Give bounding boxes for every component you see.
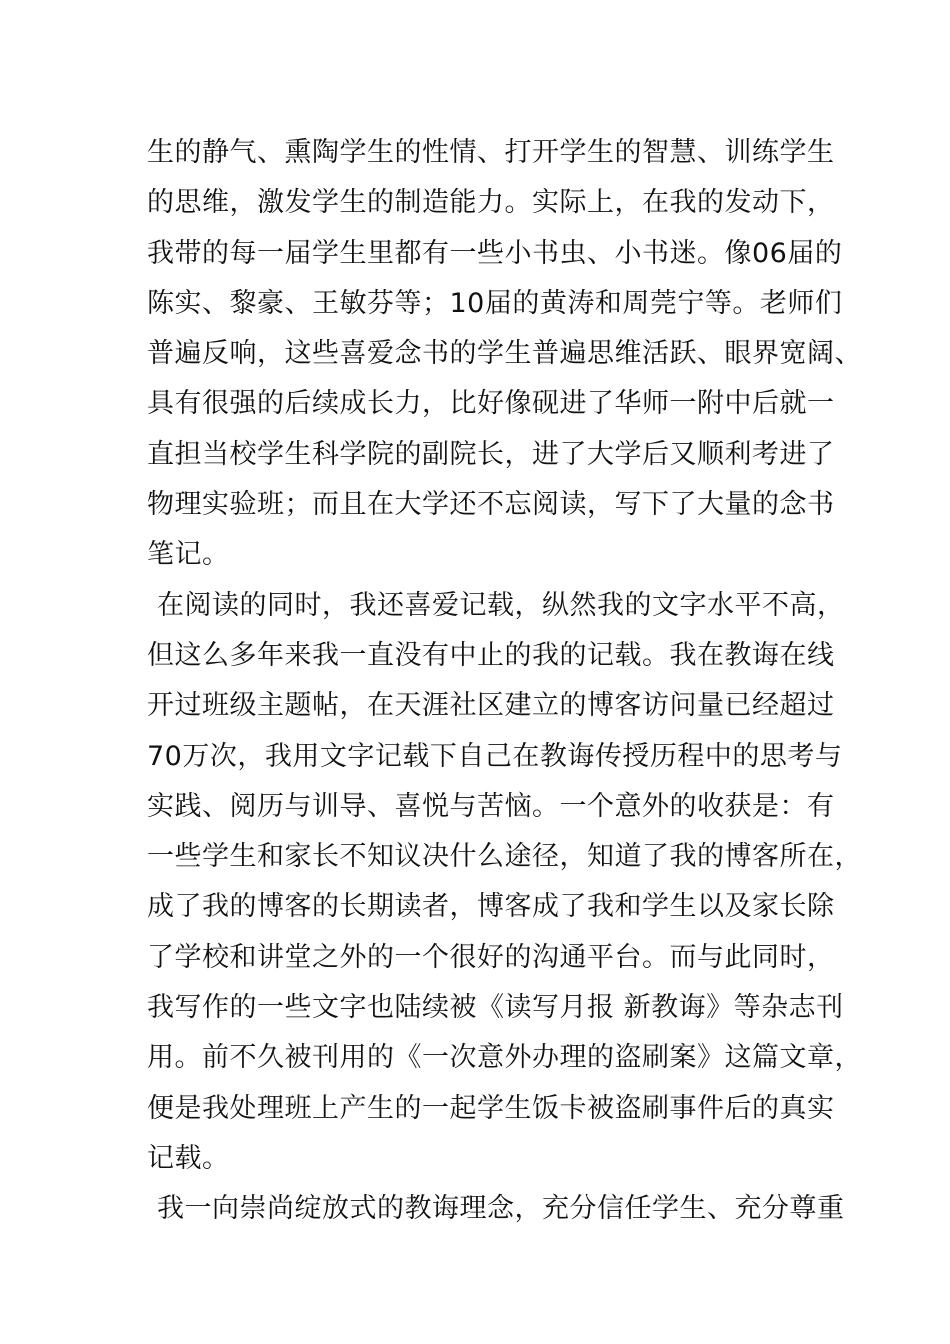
text-line: 我写作的一些文字也陆续被《读写月报 新教诲》等杂志刊 (147, 992, 844, 1024)
text-line: 开过班级主题帖，在天涯社区建立的博客访问量已经超过 (147, 690, 835, 722)
text-line: 了学校和讲堂之外的一个很好的沟通平台。而与此同时， (147, 941, 835, 973)
text-line: 我带的每一届学生里都有一些小书虫、小书迷。像06届的 (147, 237, 843, 269)
paragraph-start-line: 我一向崇尚绽放式的教诲理念，充分信任学生、充分尊重 (157, 1193, 845, 1225)
text-line: 一些学生和家长不知议决什么途径，知道了我的博客所在， (147, 841, 862, 873)
text-line: 70万次，我用文字记载下自己在教诲传授历程中的思考与 (147, 740, 843, 772)
text-line: 具有很强的后续成长力，比好像砚进了华师一附中后就一 (147, 388, 835, 420)
document-body (147, 128, 862, 1235)
text-line: 用。前不久被刊用的《一次意外办理的盗刷案》这篇文章， (147, 1042, 862, 1074)
text-line: 记载。 (147, 1142, 230, 1174)
text-line: 直担当校学生科学院的副院长，进了大学后又顺利考进了 (147, 438, 835, 470)
text-line: 物理实验班；而且在大学还不忘阅读，写下了大量的念书 (147, 489, 835, 521)
text-line: 笔记。 (147, 539, 230, 571)
text-line: 陈实、黎豪、王敏芬等；10届的黄涛和周莞宁等。老师们 (147, 287, 843, 319)
text-line: 普遍反响，这些喜爱念书的学生普遍思维活跃、眼界宽阔、 (147, 338, 862, 370)
text-line: 但这么多年来我一直没有中止的我的记载。我在教诲在线 (147, 639, 835, 671)
text-line: 实践、阅历与训导、喜悦与苦恼。一个意外的收获是：有 (147, 790, 835, 822)
text-line: 的思维，激发学生的制造能力。实际上，在我的发动下， (147, 187, 835, 219)
text-line: 便是我处理班上产生的一起学生饭卡被盗刷事件后的真实 (147, 1092, 835, 1124)
paragraph-start-line: 在阅读的同时，我还喜爱记载，纵然我的文字水平不高， (157, 589, 845, 621)
text-line: 成了我的博客的长期读者，博客成了我和学生以及家长除 (147, 891, 835, 923)
text-line: 生的静气、熏陶学生的性情、打开学生的智慧、训练学生 (147, 137, 835, 168)
